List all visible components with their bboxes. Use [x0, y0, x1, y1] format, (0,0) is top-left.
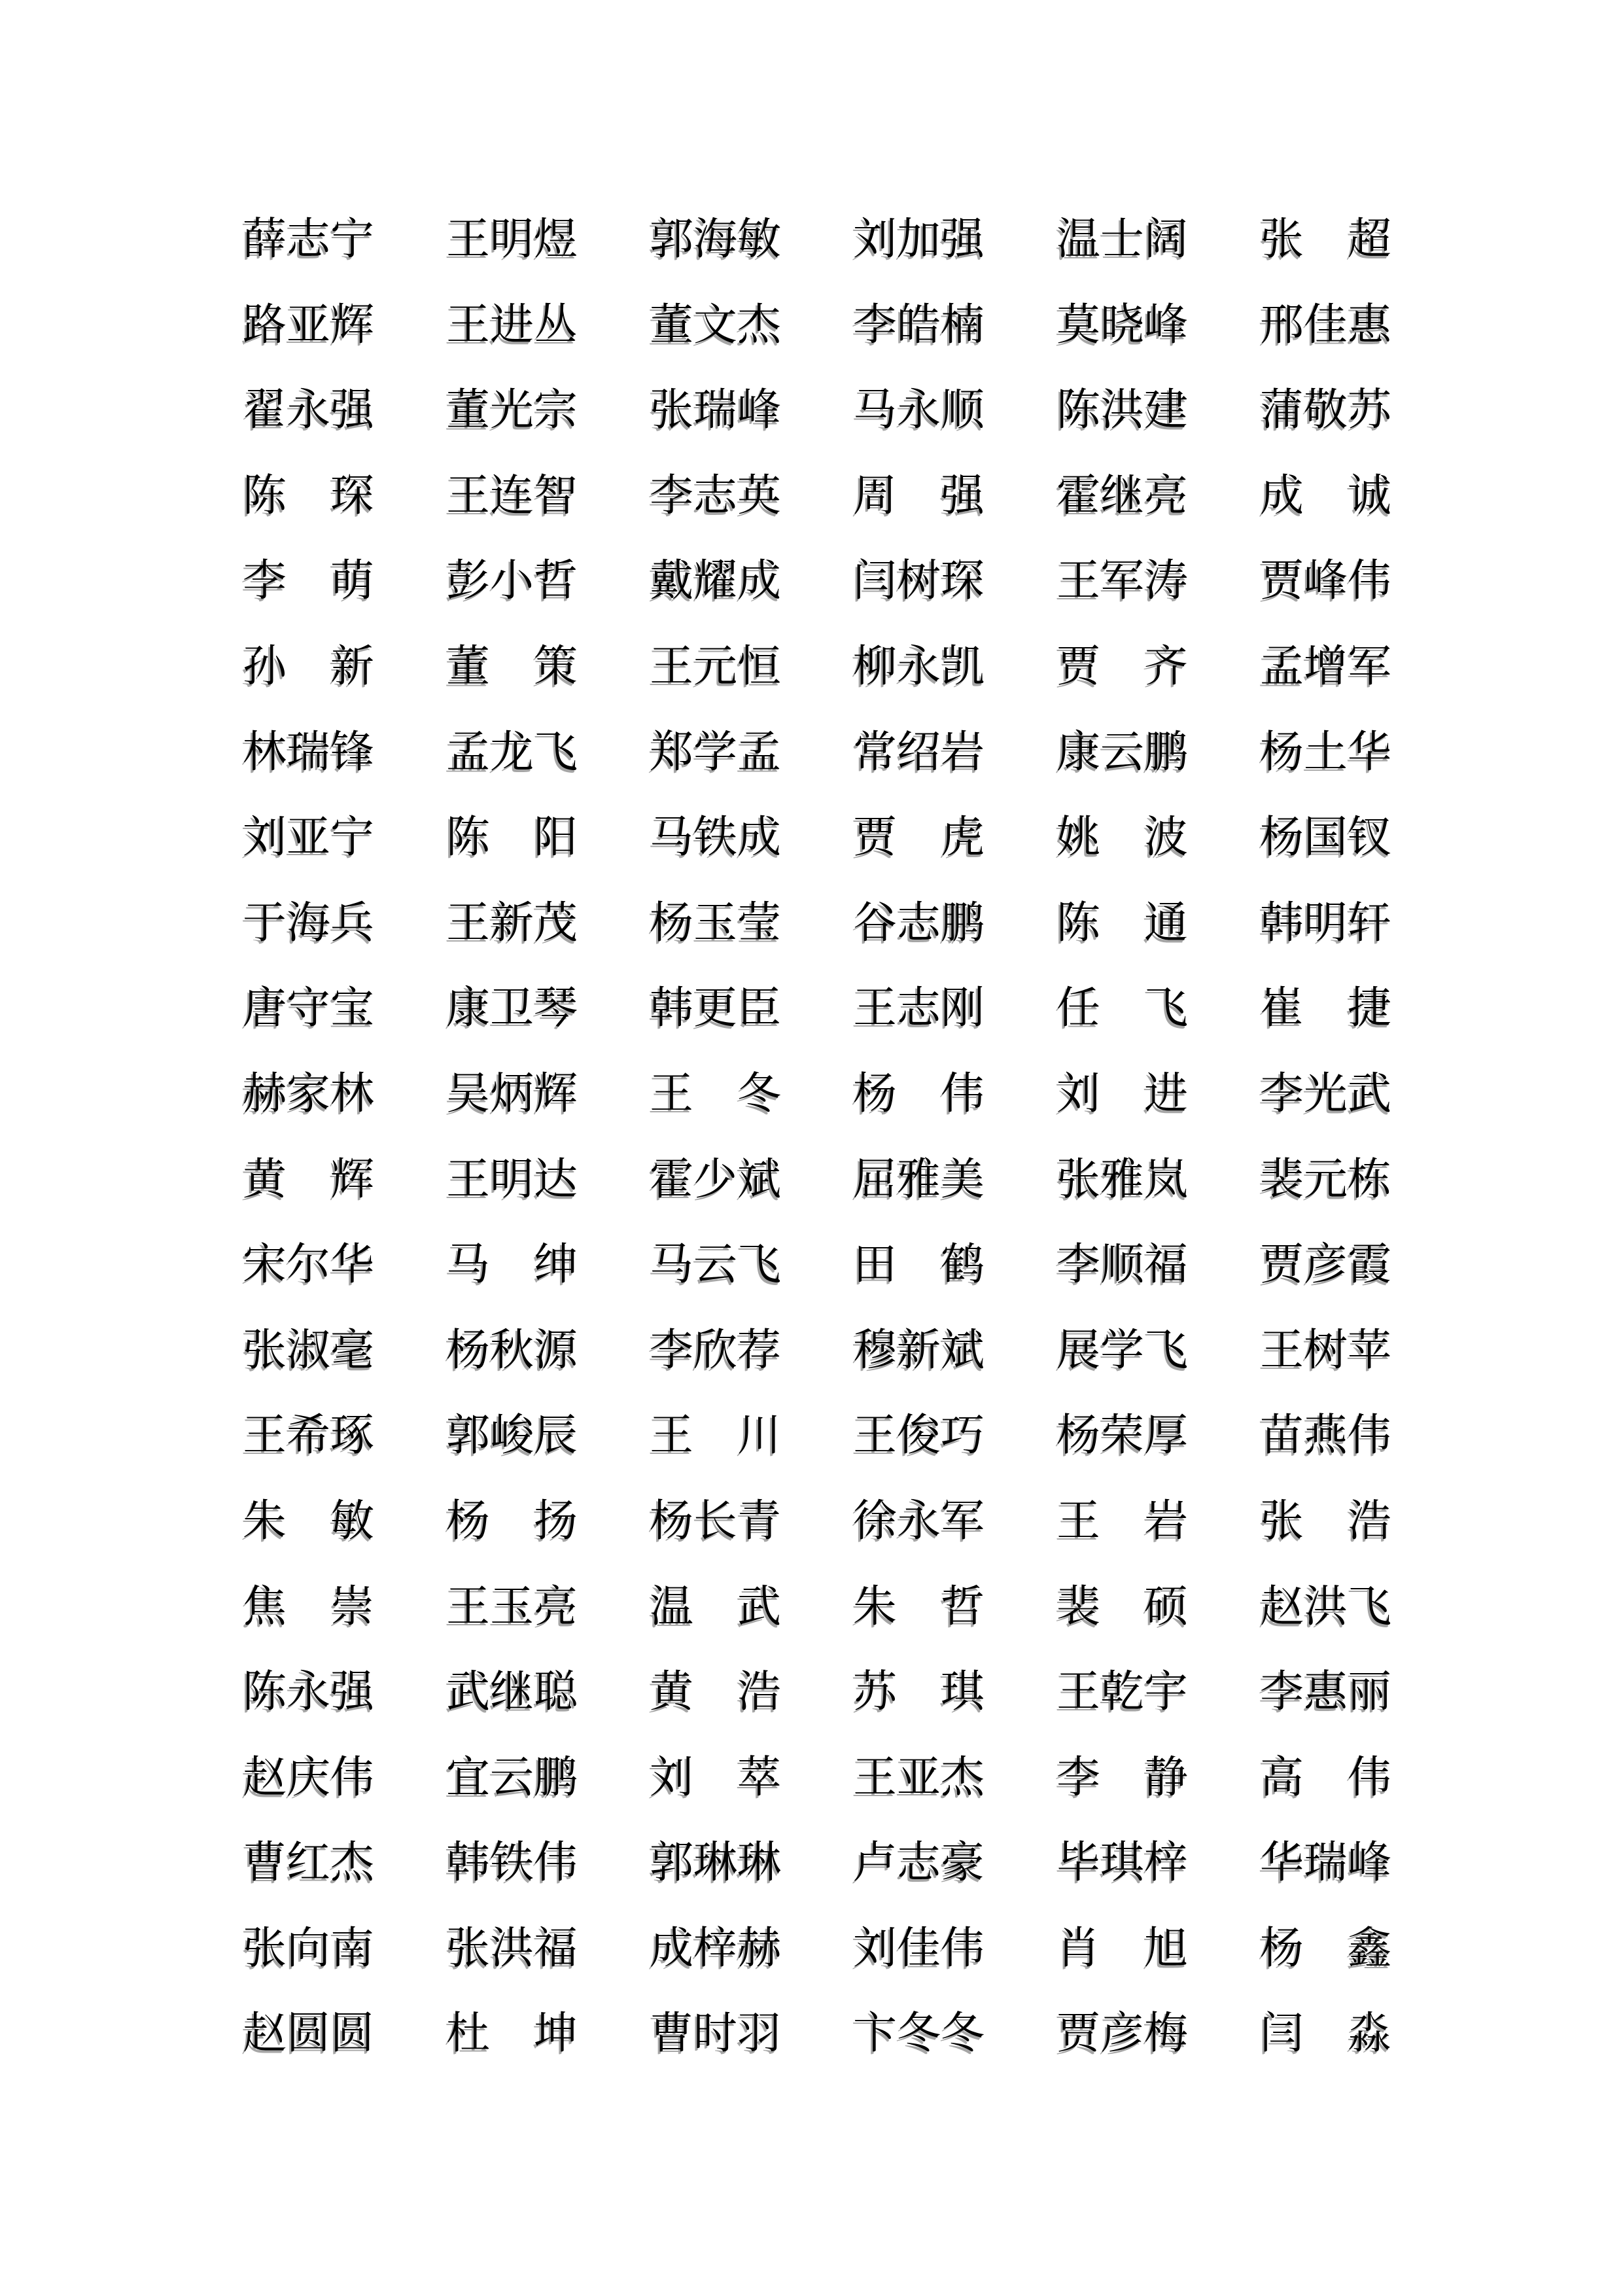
name-cell: 韩更臣 [650, 984, 781, 1033]
name-cell: 杨玉莹 [650, 898, 781, 947]
name-cell: 王新茂 [446, 898, 578, 947]
name-cell: 贾彦梅 [1056, 2009, 1188, 2058]
name-cell: 姚波 [1056, 813, 1188, 862]
name-cell: 张浩 [1260, 1496, 1391, 1545]
name-cell: 苏琪 [853, 1668, 985, 1717]
name-cell: 杨鑫 [1260, 1924, 1391, 1973]
name-cell: 陈通 [1056, 898, 1188, 947]
name-cell: 杨伟 [853, 1069, 985, 1118]
name-cell: 王川 [650, 1411, 781, 1460]
name-cell: 肖旭 [1056, 1924, 1188, 1973]
name-cell: 林瑞锋 [243, 728, 374, 777]
name-cell: 王岩 [1056, 1496, 1188, 1545]
name-cell: 李光武 [1260, 1069, 1391, 1118]
name-cell: 赵庆伟 [243, 1753, 374, 1802]
name-cell: 李萌 [243, 557, 374, 606]
name-cell: 贾齐 [1056, 642, 1188, 691]
name-cell: 裴元栋 [1260, 1155, 1391, 1204]
name-cell: 谷志鹏 [853, 898, 985, 947]
name-cell: 莫晓峰 [1056, 300, 1188, 349]
name-cell: 于海兵 [243, 898, 374, 947]
name-cell: 陈洪建 [1056, 386, 1188, 435]
name-cell: 李欣荐 [650, 1326, 781, 1375]
name-cell: 王连智 [446, 471, 578, 520]
name-cell: 华瑞峰 [1260, 1839, 1391, 1888]
name-cell: 黄浩 [650, 1668, 781, 1717]
name-cell: 孟龙飞 [446, 728, 578, 777]
name-cell: 王俊巧 [853, 1411, 985, 1460]
name-cell: 王玉亮 [446, 1582, 578, 1631]
name-cell: 刘进 [1056, 1069, 1188, 1118]
name-cell: 董光宗 [446, 386, 578, 435]
name-cell: 刘佳伟 [853, 1924, 985, 1973]
name-cell: 毕琪梓 [1056, 1839, 1188, 1888]
name-cell: 宋尔华 [243, 1241, 374, 1290]
name-cell: 任飞 [1056, 984, 1188, 1033]
name-cell: 张洪福 [446, 1924, 578, 1973]
name-cell: 武继聪 [446, 1668, 578, 1717]
name-cell: 柳永凯 [853, 642, 985, 691]
name-cell: 朱敏 [243, 1496, 374, 1545]
names-table [243, 215, 1391, 2098]
name-cell: 霍继亮 [1056, 471, 1188, 520]
name-cell: 贾彦霞 [1260, 1241, 1391, 1290]
name-cell: 王树苹 [1260, 1326, 1391, 1375]
name-cell: 张瑞峰 [650, 386, 781, 435]
name-cell: 张向南 [243, 1924, 374, 1973]
name-cell: 陈永强 [243, 1668, 374, 1717]
name-cell: 屈雅美 [853, 1155, 985, 1204]
name-cell: 杨荣厚 [1056, 1411, 1188, 1460]
name-cell: 王志刚 [853, 984, 985, 1033]
name-cell: 郭海敏 [650, 215, 781, 264]
name-cell: 韩铁伟 [446, 1839, 578, 1888]
name-cell: 王亚杰 [853, 1753, 985, 1802]
name-cell: 李志英 [650, 471, 781, 520]
name-cell: 唐守宝 [243, 984, 374, 1033]
name-cell: 杨长青 [650, 1496, 781, 1545]
name-cell: 卞冬冬 [853, 2009, 985, 2058]
name-cell: 成梓赫 [650, 1924, 781, 1973]
name-cell: 戴耀成 [650, 557, 781, 606]
name-cell: 温士阔 [1056, 215, 1188, 264]
name-cell: 赫家林 [243, 1069, 374, 1118]
name-cell: 贾峰伟 [1260, 557, 1391, 606]
name-cell: 曹红杰 [243, 1839, 374, 1888]
name-cell: 王冬 [650, 1069, 781, 1118]
name-cell: 裴硕 [1056, 1582, 1188, 1631]
name-cell: 路亚辉 [243, 300, 374, 349]
name-cell: 李静 [1056, 1753, 1188, 1802]
name-cell: 常绍岩 [853, 728, 985, 777]
name-cell: 成诚 [1260, 471, 1391, 520]
name-cell: 苗燕伟 [1260, 1411, 1391, 1460]
name-cell: 徐永军 [853, 1496, 985, 1545]
name-cell: 朱哲 [853, 1582, 985, 1631]
name-cell: 吴炳辉 [446, 1069, 578, 1118]
name-cell: 王明煜 [446, 215, 578, 264]
name-cell: 王元恒 [650, 642, 781, 691]
name-cell: 马永顺 [853, 386, 985, 435]
name-cell: 刘亚宁 [243, 813, 374, 862]
name-cell: 黄辉 [243, 1155, 374, 1204]
name-cell: 蒲敬苏 [1260, 386, 1391, 435]
name-cell: 郭琳琳 [650, 1839, 781, 1888]
name-cell: 曹时羽 [650, 2009, 781, 2058]
name-cell: 康云鹏 [1056, 728, 1188, 777]
name-cell: 崔捷 [1260, 984, 1391, 1033]
name-cell: 陈琛 [243, 471, 374, 520]
name-cell: 王明达 [446, 1155, 578, 1204]
name-cell: 赵圆圆 [243, 2009, 374, 2058]
name-cell: 闫淼 [1260, 2009, 1391, 2058]
name-cell: 刘加强 [853, 215, 985, 264]
name-cell: 韩明轩 [1260, 898, 1391, 947]
name-cell: 李皓楠 [853, 300, 985, 349]
name-cell: 温武 [650, 1582, 781, 1631]
name-cell: 王希琢 [243, 1411, 374, 1460]
name-cell: 田鹤 [853, 1241, 985, 1290]
name-cell: 焦崇 [243, 1582, 374, 1631]
name-cell: 孟增军 [1260, 642, 1391, 691]
name-cell: 薛志宁 [243, 215, 374, 264]
name-cell: 陈阳 [446, 813, 578, 862]
name-cell: 闫树琛 [853, 557, 985, 606]
name-cell: 郑学孟 [650, 728, 781, 777]
name-cell: 马云飞 [650, 1241, 781, 1290]
name-cell: 李顺福 [1056, 1241, 1188, 1290]
name-cell: 贾虎 [853, 813, 985, 862]
name-cell: 穆新斌 [853, 1326, 985, 1375]
name-cell: 康卫琴 [446, 984, 578, 1033]
name-cell: 张雅岚 [1056, 1155, 1188, 1204]
name-cell: 彭小哲 [446, 557, 578, 606]
name-cell: 宜云鹏 [446, 1753, 578, 1802]
name-cell: 董文杰 [650, 300, 781, 349]
name-cell: 马铁成 [650, 813, 781, 862]
name-cell: 王军涛 [1056, 557, 1188, 606]
name-cell: 王进丛 [446, 300, 578, 349]
name-cell: 翟永强 [243, 386, 374, 435]
name-cell: 高伟 [1260, 1753, 1391, 1802]
name-cell: 卢志豪 [853, 1839, 985, 1888]
name-cell: 霍少斌 [650, 1155, 781, 1204]
name-cell: 王乾宇 [1056, 1668, 1188, 1717]
name-cell: 杨秋源 [446, 1326, 578, 1375]
name-cell: 杨国钗 [1260, 813, 1391, 862]
name-cell: 孙新 [243, 642, 374, 691]
name-cell: 杨扬 [446, 1496, 578, 1545]
name-cell: 董策 [446, 642, 578, 691]
name-cell: 张超 [1260, 215, 1391, 264]
name-cell: 杨土华 [1260, 728, 1391, 777]
name-cell: 李惠丽 [1260, 1668, 1391, 1717]
name-cell: 刘萃 [650, 1753, 781, 1802]
name-cell: 郭峻辰 [446, 1411, 578, 1460]
name-cell: 赵洪飞 [1260, 1582, 1391, 1631]
name-cell: 张淑毫 [243, 1326, 374, 1375]
name-cell: 邢佳惠 [1260, 300, 1391, 349]
name-cell: 展学飞 [1056, 1326, 1188, 1375]
name-cell: 马绅 [446, 1241, 578, 1290]
name-cell: 周强 [853, 471, 985, 520]
name-cell: 杜坤 [446, 2009, 578, 2058]
